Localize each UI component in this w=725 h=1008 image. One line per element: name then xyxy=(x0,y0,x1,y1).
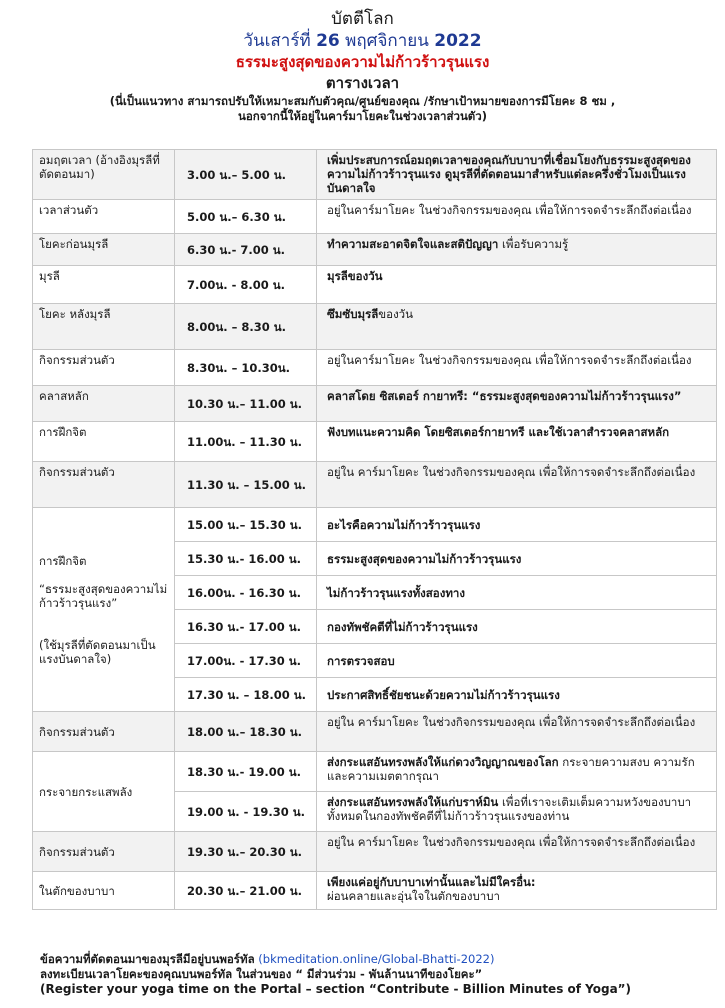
activity-label xyxy=(33,150,175,200)
activity-label xyxy=(33,200,175,234)
time-slot-text: 8.30น. – 10.30น. xyxy=(187,361,290,375)
description-text: อยู่ใน คาร์มาโยคะ ในช่วงกิจกรรมของคุณ เพื่อให้การจดจำระลึกถึงต่อเนื่อง xyxy=(327,465,696,479)
group-label-1: การฝึกจิต xyxy=(39,554,87,568)
description-text: เพื่อที่เราจะเติมเต็มความหวังของบาบาทั้งหมดในกองทัพชัคตีที่ไม่ก้าวร้าวรุนแรงของท่าน xyxy=(327,795,692,823)
activity-label xyxy=(33,386,175,422)
activity-description xyxy=(317,150,717,200)
time-slot xyxy=(175,462,317,508)
time-slot xyxy=(175,542,317,576)
time-slot xyxy=(175,712,317,752)
time-slot-text: 3.00 น.– 5.00 น. xyxy=(187,168,286,182)
schedule-table xyxy=(32,149,717,910)
description-text: อยู่ใน คาร์มาโยคะ ในช่วงกิจกรรมของคุณ เพื่อให้การจดจำระลึกถึงต่อเนื่อง xyxy=(327,715,696,729)
activity-label-text: โยคะก่อนมุรลี xyxy=(39,237,109,251)
activity-label xyxy=(33,266,175,304)
activity-description xyxy=(317,678,717,712)
description-bold: กองทัพชัคตีที่ไม่ก้าวร้าวรุนแรง xyxy=(327,620,478,634)
theme-title: ธรรมะสูงสุดของความไม่ก้าวร้าวรุนแรง xyxy=(235,53,490,71)
time-slot-text: 8.00น. – 8.30 น. xyxy=(187,320,286,334)
description-bold: ธรรมะสูงสุดของความไม่ก้าวร้าวรุนแรง xyxy=(327,552,522,566)
description-bold: ประกาศสิทธิ์ชัยชนะด้วยความไม่ก้าวร้าวรุนแรง xyxy=(327,688,560,702)
activity-label xyxy=(33,350,175,386)
schedule-row xyxy=(33,234,717,266)
page-title: บัตตีโลก xyxy=(331,9,394,29)
description-bold: ส่งกระแสอันทรงพลังให้แก่บราห์มิน xyxy=(327,795,499,809)
time-slot xyxy=(175,610,317,644)
activity-description xyxy=(317,576,717,610)
time-slot xyxy=(175,832,317,872)
description-bold: เพียงแค่อยู่กับบาบาเท่านั้นและไม่มีใครอื่น: xyxy=(327,875,536,889)
time-slot xyxy=(175,266,317,304)
activity-description xyxy=(317,304,717,350)
activity-label xyxy=(33,304,175,350)
time-slot xyxy=(175,304,317,350)
activity-label-text: การฝึกจิต xyxy=(39,425,87,439)
group-label-2: “ธรรมะสูงสุดของความไม่ก้าวร้าวรุนแรง” xyxy=(39,582,168,610)
time-slot-text: 15.30 น.- 16.00 น. xyxy=(187,552,301,566)
description-text: ของวัน xyxy=(378,307,413,321)
schedule-note xyxy=(0,94,725,124)
time-slot-text: 7.00น. - 8.00 น. xyxy=(187,278,285,292)
footer-murli-note: ข้อความที่ตัดตอนมาของมุรลีมีอยู่บนพอร์ทัล xyxy=(40,952,255,966)
activity-description xyxy=(317,792,717,832)
time-slot-text: 17.30 น. – 18.00 น. xyxy=(187,688,306,702)
time-slot-text: 18.00 น.– 18.30 น. xyxy=(187,725,302,739)
event-date xyxy=(0,30,725,52)
activity-description xyxy=(317,872,717,910)
time-slot-text: 11.00น. – 11.30 น. xyxy=(187,435,302,449)
activity-description xyxy=(317,508,717,542)
time-slot xyxy=(175,350,317,386)
description-bold: การตรวจสอบ xyxy=(327,654,395,668)
description-bold: เพิ่มประสบการณ์อมฤตเวลาของคุณกับบาบาที่เชื่อมโยงกับธรรมะสูงสุดของความไม่ก้าวร้าวรุนแรง ดูมุรลีที่ตัดตอนมาสำหรับแต่ละครึ่งชั่วโมงเป็นแรงบันดาลใจ xyxy=(327,153,691,195)
schedule-row xyxy=(33,266,717,304)
activity-label xyxy=(33,832,175,872)
activity-description xyxy=(317,752,717,792)
activity-label xyxy=(33,462,175,508)
time-slot xyxy=(175,872,317,910)
date-day: 26 xyxy=(316,31,340,51)
schedule-row xyxy=(33,872,717,910)
time-slot xyxy=(175,150,317,200)
time-slot xyxy=(175,234,317,266)
description-text: อยู่ในคาร์มาโยคะ ในช่วงกิจกรรมของคุณ เพื่อให้การจดจำระลึกถึงต่อเนื่อง xyxy=(327,353,692,367)
description-bold: ซึมซับมุรลี xyxy=(327,307,379,321)
time-slot xyxy=(175,792,317,832)
schedule-row xyxy=(33,832,717,872)
activity-label-text: กิจกรรมส่วนตัว xyxy=(39,845,115,859)
spread-row xyxy=(33,752,717,792)
time-slot-text: 19.00 น. - 19.30 น. xyxy=(187,805,305,819)
description-bold: ส่งกระแสอันทรงพลังให้แก่ดวงวิญญาณของโลก xyxy=(327,755,559,769)
time-slot-text: 17.00น. - 17.30 น. xyxy=(187,654,301,668)
description-bold: คลาสโดย ซิสเตอร์ กายาทรี: “ธรรมะสูงสุดของความไม่ก้าวร้าวรุนแรง” xyxy=(327,389,682,403)
date-month: พฤศจิกายน xyxy=(345,31,429,51)
time-slot-text: 10.30 น.– 11.00 น. xyxy=(187,397,302,411)
date-prefix: วันเสาร์ที่ xyxy=(243,31,311,51)
time-slot-text: 16.00น. - 16.30 น. xyxy=(187,586,301,600)
schedule-row xyxy=(33,350,717,386)
activity-description xyxy=(317,542,717,576)
activity-description xyxy=(317,200,717,234)
time-slot-text: 16.30 น.- 17.00 น. xyxy=(187,620,301,634)
group-row xyxy=(33,508,717,542)
description-bold: ไม่ก้าวร้าวรุนแรงทั้งสองทาง xyxy=(327,586,465,600)
description-text: อยู่ใน คาร์มาโยคะ ในช่วงกิจกรรมของคุณ เพื่อให้การจดจำระลึกถึงต่อเนื่อง xyxy=(327,835,696,849)
schedule-row xyxy=(33,422,717,462)
activity-label-text: เวลาส่วนตัว xyxy=(39,203,99,217)
activity-label-text: อมฤตเวลา (อ้างอิงมุรลีที่ตัดตอนมา) xyxy=(39,153,160,181)
portal-link[interactable]: (bkmeditation.online/Global-Bhatti-2022) xyxy=(258,952,495,966)
footer-register-thai: ลงทะเบียนเวลาโยคะของคุณบนพอร์ทัล ในส่วนของ “ มีส่วนร่วม - พันล้านนาทีของโยคะ” xyxy=(40,967,483,981)
activity-description xyxy=(317,422,717,462)
footer-line-1 xyxy=(40,952,700,967)
time-slot-text: 20.30 น.– 21.00 น. xyxy=(187,884,302,898)
activity-label-text: กิจกรรมส่วนตัว xyxy=(39,465,115,479)
time-slot xyxy=(175,678,317,712)
group-label-3: (ใช้มุรลีที่ตัดตอนมาเป็นแรงบันดาลใจ) xyxy=(39,638,156,666)
schedule-row xyxy=(33,462,717,508)
schedule-heading: ตารางเวลา xyxy=(325,74,400,92)
footer-register-english: (Register your yoga time on the Portal – section “Contribute - Billion Minutes of Yoga”) xyxy=(40,982,632,996)
time-slot xyxy=(175,386,317,422)
note-line-1: (นี่เป็นแนวทาง สามารถปรับให้เหมาะสมกับตัวคุณ/ศูนย์ของคุณ /รักษาเป้าหมายของการมีโยคะ 8 ชม , xyxy=(109,94,616,108)
activity-description xyxy=(317,350,717,386)
activity-label xyxy=(33,752,175,832)
activity-description xyxy=(317,462,717,508)
time-slot-text: 5.00 น.– 6.30 น. xyxy=(187,210,286,224)
activity-label-text: กิจกรรมส่วนตัว xyxy=(39,725,115,739)
activity-label xyxy=(33,234,175,266)
time-slot xyxy=(175,576,317,610)
activity-label xyxy=(33,872,175,910)
time-slot xyxy=(175,644,317,678)
activity-description xyxy=(317,712,717,752)
time-slot xyxy=(175,422,317,462)
time-slot-text: 11.30 น. – 15.00 น. xyxy=(187,478,306,492)
schedule-row xyxy=(33,712,717,752)
group-label xyxy=(33,508,175,712)
time-slot-text: 18.30 น.- 19.00 น. xyxy=(187,765,301,779)
schedule-row xyxy=(33,150,717,200)
activity-label xyxy=(33,422,175,462)
time-slot xyxy=(175,200,317,234)
activity-label-text: คลาสหลัก xyxy=(39,389,89,403)
time-slot xyxy=(175,752,317,792)
activity-description xyxy=(317,234,717,266)
activity-description xyxy=(317,644,717,678)
description-bold: ฟังบทแนะความคิด โดยซิสเตอร์กายาทรี และใช้เวลาสำรวจคลาสหลัก xyxy=(327,425,670,439)
description-text: ผ่อนคลายและอุ่นใจในตักของบาบา xyxy=(327,889,501,903)
time-slot-text: 19.30 น.– 20.30 น. xyxy=(187,845,302,859)
schedule-row xyxy=(33,200,717,234)
activity-label xyxy=(33,712,175,752)
schedule-row xyxy=(33,386,717,422)
note-line-2: นอกจากนี้ให้อยู่ในคาร์มาโยคะในช่วงเวลาส่วนตัว) xyxy=(238,109,487,123)
description-text: อยู่ในคาร์มาโยคะ ในช่วงกิจกรรมของคุณ เพื่อให้การจดจำระลึกถึงต่อเนื่อง xyxy=(327,203,692,217)
activity-label-text: กระจายกระแสพลัง xyxy=(39,785,133,799)
page-header xyxy=(0,8,725,124)
schedule-row xyxy=(33,304,717,350)
time-slot-text: 15.00 น.– 15.30 น. xyxy=(187,518,302,532)
description-text: เพื่อรับความรู้ xyxy=(498,237,569,251)
description-bold: มุรลีของวัน xyxy=(327,269,383,283)
time-slot-text: 6.30 น.- 7.00 น. xyxy=(187,243,285,257)
activity-description xyxy=(317,610,717,644)
activity-label-text: มุรลี xyxy=(39,269,60,283)
activity-description xyxy=(317,266,717,304)
activity-description xyxy=(317,832,717,872)
description-bold: อะไรคือความไม่ก้าวร้าวรุนแรง xyxy=(327,518,481,532)
footer xyxy=(40,952,700,997)
activity-label-text: โยคะ หลังมุรลี xyxy=(39,307,111,321)
description-bold: ทำความสะอาดจิตใจและสติปัญญา xyxy=(327,237,499,251)
date-year: 2022 xyxy=(434,31,482,51)
activity-label-text: ในตักของบาบา xyxy=(39,884,115,898)
time-slot xyxy=(175,508,317,542)
activity-label-text: กิจกรรมส่วนตัว xyxy=(39,353,115,367)
description-text: กระจายความสงบ ความรัก และความเมตตากรุณา xyxy=(327,755,695,783)
activity-description xyxy=(317,386,717,422)
